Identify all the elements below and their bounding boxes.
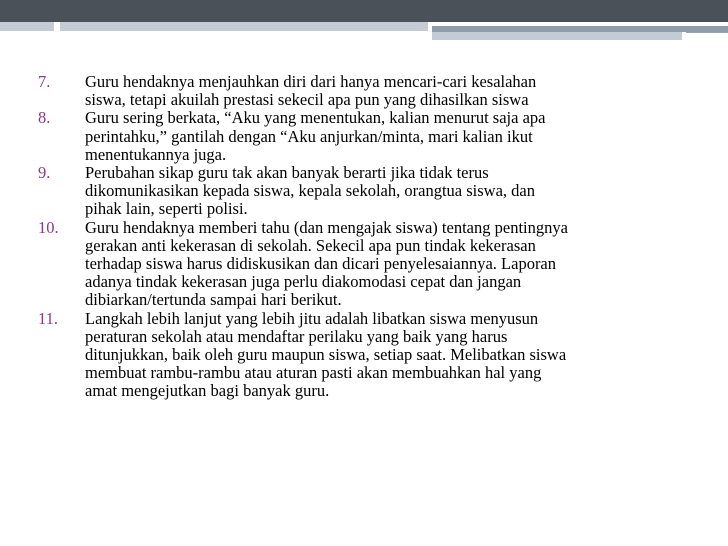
list-item-line: Guru hendaknya menjauhkan diri dari hanya mencari-cari kesalahan xyxy=(85,72,537,91)
accent-sub-block xyxy=(432,32,682,40)
list-item-line: Perubahan sikap guru tak akan banyak berarti jika tidak terus xyxy=(85,163,489,183)
list-item-line: siswa, tetapi akuilah prestasi sekecil apa pun yang dihasilkan siswa xyxy=(85,90,529,110)
list-item-number: 7. xyxy=(38,72,51,91)
list-item-line: perintahku,” gantilah dengan “Aku anjurkan/minta, mari kalian ikut xyxy=(85,126,533,146)
list-item-line: adanya tindak kekerasan juga perlu diakomodasi cepat dan jangan xyxy=(85,272,522,292)
list-item xyxy=(38,73,708,109)
list-item-line: terhadap siswa harus didiskusikan dan dicari penyelesaiannya. Laporan xyxy=(85,254,557,274)
list-item xyxy=(38,109,708,164)
list-item-line: dikomunikasikan kepada siswa, kepala sekolah, orangtua siswa, dan xyxy=(85,181,535,201)
list-item-number: 9. xyxy=(38,163,51,183)
list-item xyxy=(38,219,708,310)
list-item-number: 10. xyxy=(38,217,59,237)
list-item xyxy=(38,310,708,401)
accent-block-left xyxy=(0,22,54,31)
list-item-line: membuat rambu-rambu atau aturan pasti akan membuahkan hal yang xyxy=(85,363,542,383)
list-item-line: pihak lain, seperti polisi. xyxy=(85,199,248,219)
list-item-line: menentukannya juga. xyxy=(85,144,227,164)
list-item-line: dibiarkan/tertunda sampai hari berikut. xyxy=(85,290,342,310)
list-item-number: 8. xyxy=(38,108,51,128)
list-item-line: amat mengejutkan bagi banyak guru. xyxy=(85,381,330,401)
list-item-line: peraturan sekolah atau mendaftar perilaku yang baik yang harus xyxy=(85,326,508,346)
accent-line xyxy=(686,32,728,33)
list-item-line: ditunjukkan, baik oleh guru maupun siswa, setiap saat. Melibatkan siswa xyxy=(85,345,567,365)
list-item-number: 11. xyxy=(38,308,59,328)
list-item xyxy=(38,164,708,219)
list-item-line: Guru sering berkata, “Aku yang menentukan, kalian menurut saja apa xyxy=(85,108,546,128)
list-item-line: Langkah lebih lanjut yang lebih jitu adalah libatkan siswa menyusun xyxy=(85,308,539,328)
header-band xyxy=(0,0,728,22)
accent-block-center xyxy=(60,22,428,31)
list-item-line: gerakan anti kekerasan di sekolah. Sekecil apa pun tindak kekerasan xyxy=(85,235,536,255)
list-item-line: Guru hendaknya memberi tahu (dan mengajak siswa) tentang pentingnya xyxy=(85,217,568,237)
numbered-list xyxy=(38,73,708,401)
